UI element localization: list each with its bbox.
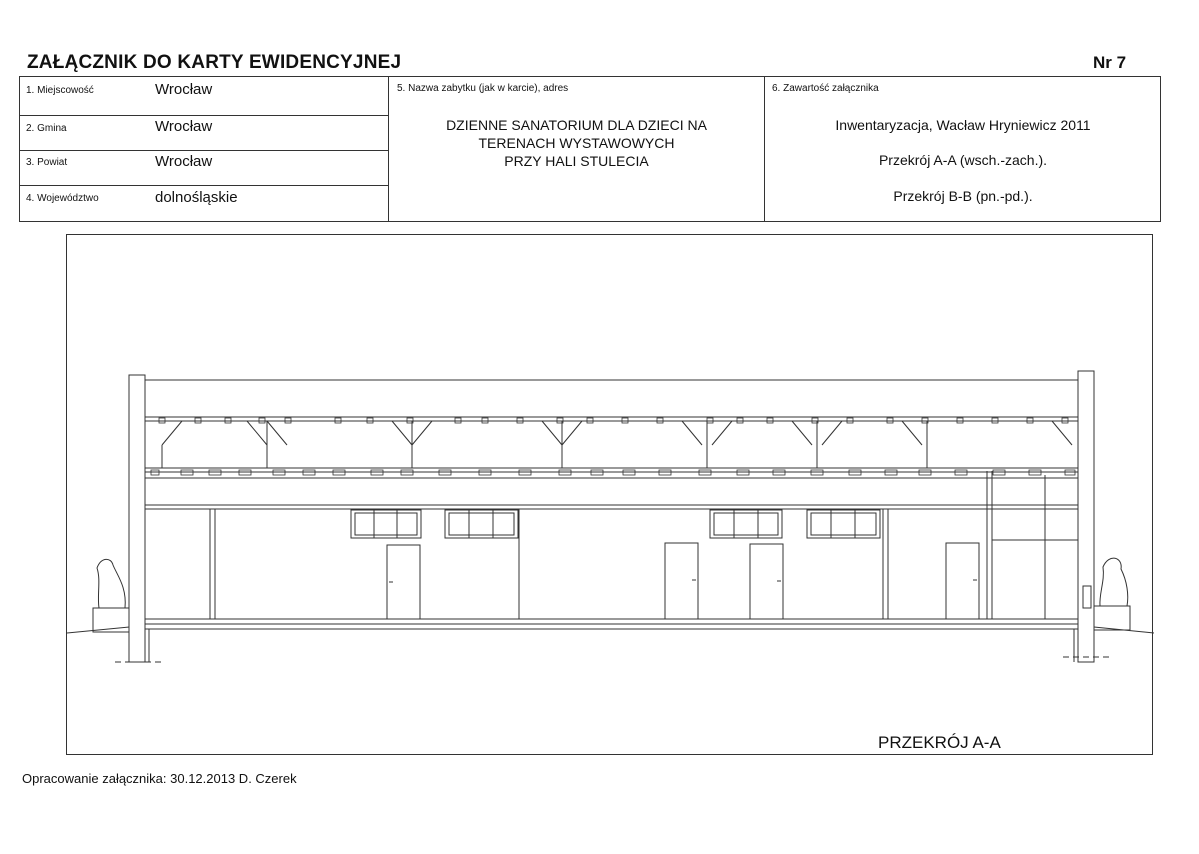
section-drawing: [67, 235, 1154, 756]
field-label-county: 3. Powiat: [26, 157, 68, 168]
contents-line: Inwentaryzacja, Wacław Hryniewicz 2011: [835, 117, 1091, 133]
contents-label: 6. Zawartość załącznika: [772, 83, 879, 94]
monument-line: DZIENNE SANATORIUM DLA DZIECI NA: [446, 117, 707, 133]
contents-line: Przekrój B-B (pn.-pd.).: [893, 188, 1033, 204]
field-value-commune: Wrocław: [155, 118, 213, 135]
field-value-county: Wrocław: [155, 153, 213, 170]
field-value-locality: Wrocław: [155, 81, 213, 98]
attachment-number: Nr 7: [1093, 53, 1127, 72]
monument-line: TERENACH WYSTAWOWYCH: [478, 135, 675, 151]
contents-line: Przekrój A-A (wsch.-zach.).: [878, 152, 1048, 168]
field-value-voivodeship: dolnośląskie: [155, 189, 238, 206]
drawing-caption: PRZEKRÓJ A-A: [878, 733, 1001, 752]
field-label-locality: 1. Miejscowość: [26, 85, 94, 96]
field-label-voivodeship: 4. Województwo: [26, 193, 99, 204]
monument-label: 5. Nazwa zabytku (jak w karcie), adres: [397, 83, 569, 94]
document-title: ZAŁĄCZNIK DO KARTY EWIDENCYJNEJ: [27, 52, 402, 73]
field-label-commune: 2. Gmina: [26, 123, 67, 134]
drawing-frame: [66, 234, 1153, 755]
monument-line: PRZY HALI STULECIA: [504, 153, 649, 169]
monument-name: [389, 116, 764, 170]
header-table: [19, 76, 1161, 222]
prepared-by-note: Opracowanie załącznika: 30.12.2013 D. Czerek: [22, 771, 297, 786]
